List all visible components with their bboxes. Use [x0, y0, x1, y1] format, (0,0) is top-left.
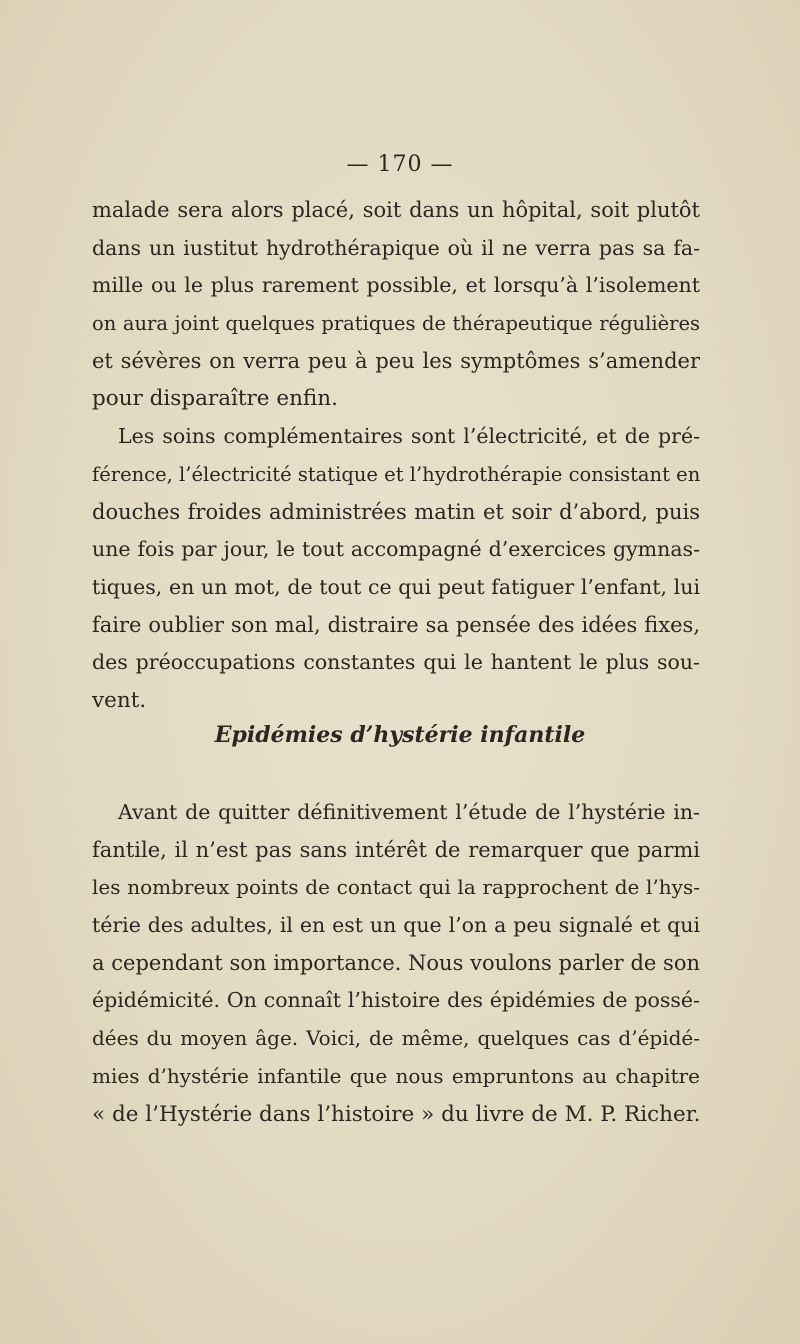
- text-line: tiques, en un mot, de tout ce qui peut fatiguer l’enfant, lui: [92, 574, 700, 599]
- text-line: et sévères on verra peu à peu les symptômes s’amender: [92, 348, 700, 373]
- text-line: vent.: [92, 687, 147, 713]
- text-line: on aura joint quelques pratiques de thérapeutique régulières: [92, 312, 700, 336]
- text-line: mies d’hystérie infantile que nous empruntons au chapitre: [92, 1063, 700, 1088]
- paragraph-1: [92, 192, 700, 720]
- text-line: térie des adultes, il en est un que l’on a peu signalé et qui: [92, 913, 700, 938]
- text-line: une fois par jour, le tout accompagné d’exercices gymnas-: [92, 537, 700, 562]
- section-heading: Epidémies d’hystérie infantile: [214, 722, 586, 748]
- text-line: Les soins complémentaires sont l’électricité, et de pré-: [118, 424, 700, 449]
- text-line: Avant de quitter définitivement l’étude de l’hystérie in-: [118, 800, 700, 824]
- text-line: férence, l’électricité statique et l’hydrothérapie consistant en: [92, 462, 701, 486]
- page-number: — 170 —: [346, 152, 454, 177]
- text-line: épidémicité. On connaît l’histoire des épidémies de possé-: [92, 988, 700, 1013]
- text-line: fantile, il n’est pas sans intérêt de remarquer que parmi: [92, 837, 700, 862]
- text-line: des préoccupations constantes qui le hantent le plus sou-: [92, 650, 700, 675]
- text-line: malade sera alors placé, soit dans un hôpital, soit plutôt: [92, 198, 700, 222]
- text-line: « de l’Hystérie dans l’histoire » du livre de M. P. Richer.: [92, 1101, 701, 1127]
- text-line: pour disparaître enfin.: [92, 386, 338, 412]
- text-line: les nombreux points de contact qui la rapprochent de l’hys-: [92, 875, 700, 900]
- text-line: dans un iustitut hydrothérapique où il ne verra pas sa fa-: [92, 235, 700, 260]
- text-line: faire oublier son mal, distraire sa pensée des idées fixes,: [92, 612, 700, 637]
- text-line: douches froides administrées matin et soir d’abord, puis: [92, 499, 700, 524]
- paragraph-2: [92, 794, 700, 1133]
- text-line: mille ou le plus rarement possible, et lorsqu’à l’isolement: [92, 273, 700, 298]
- text-line: a cependant son importance. Nous voulons parler de son: [92, 950, 700, 975]
- text-line: dées du moyen âge. Voici, de même, quelques cas d’épidé-: [92, 1026, 700, 1051]
